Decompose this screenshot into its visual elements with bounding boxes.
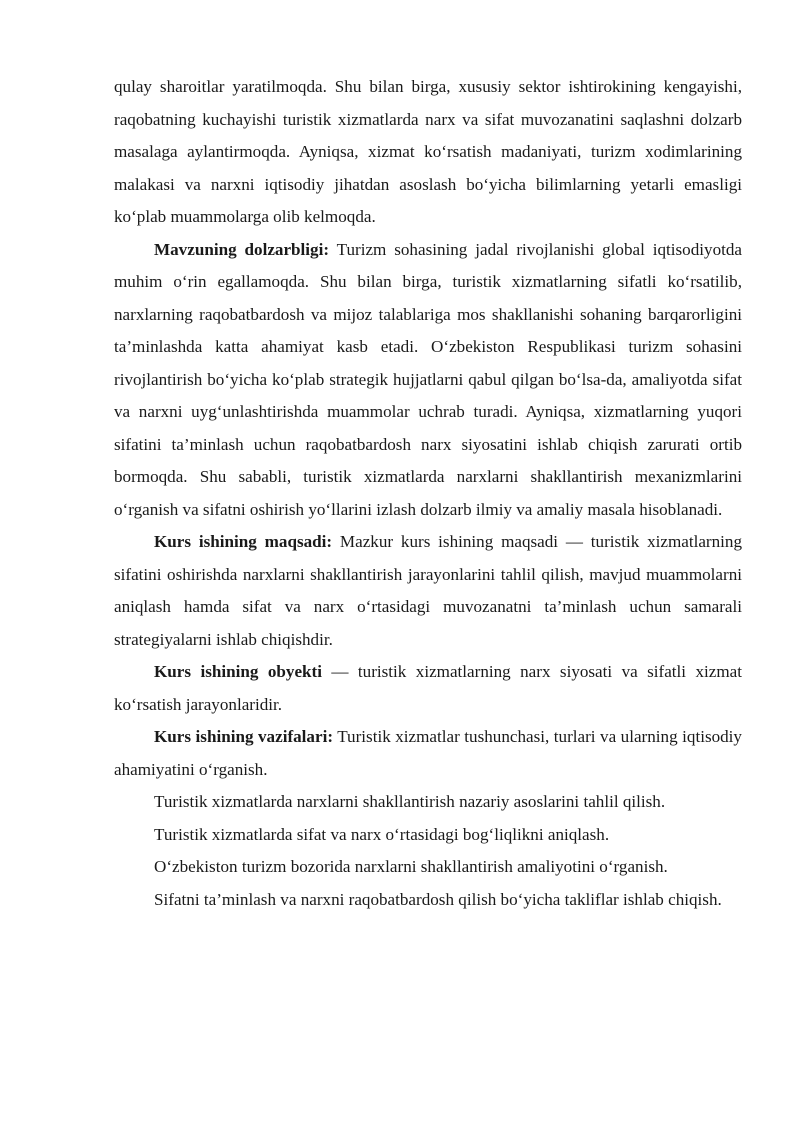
paragraph-course-object [114,656,742,721]
paragraph-term: Mavzuning dolzarbligi: [154,239,330,259]
paragraph-term: Kurs ishining maqsadi: [154,532,333,551]
paragraph-task-item [114,884,742,917]
paragraph-text: Turizm sohasining jadal rivojlanishi global iqtisodiyotda muhim o‘rin egallamoqda. Shu bilan birga, turistik xizmatlarning sifatli ko‘rsatilib, narxlarning raqobatbardosh va mijoz talablariga mos shakllanishi sohaning barqarorligini ta’minlashda katta ahamiyat kasb etadi. O‘zbekiston Respublikasi turizm sohasini rivojlantirish bo‘yicha ko‘plab strategik hujjatlarni qabul qilgan bo‘lsa-da, amaliyotda sifat va narxni uyg‘unlashtirishda muammolar uchrab turadi. Ayniqsa, xizmatlarning yuqori sifatini ta’minlash uchun raqobatbardosh narx siyosatini ishlab chiqish zarurati ortib bormoqda. Shu sababli, turistik xizmatlarda narxlarni shakllantirish mexanizmlarini o‘rganish va sifatni oshirish yo‘llarini izlash dolzarb ilmiy va amaliy masala hisoblanadi. [114,239,743,519]
paragraph-text: Mazkur kurs ishining maqsadi — turistik xizmatlarning sifatini oshirishda narxlarni shakllantirish jarayonlarini tahlil qilish, mavjud muammolarni aniqlash hamda sifat va narx o‘rtasidagi muvozanatni ta’minlash uchun samarali strategiyalarni ishlab chiqishdir. [114,532,743,649]
paragraph-text: Turistik xizmatlarda narxlarni shakllantirish nazariy asoslarini tahlil qilish. [154,792,666,811]
paragraph-task-item [114,851,742,884]
paragraph-term: Kurs ishining obyekti [154,662,322,681]
paragraph-course-tasks [114,721,742,786]
paragraph-task-item [114,819,742,852]
paragraph-text: Turistik xizmatlarda sifat va narx o‘rtasidagi bog‘liqlikni aniqlash. [154,824,610,844]
paragraph-term: Kurs ishining vazifalari: [154,727,334,746]
paragraph-text: Turistik xizmatlar tushunchasi, turlari va ularning iqtisodiy ahamiyatini o‘rganish. [114,727,742,779]
document-page [114,71,742,916]
paragraph-task-item [114,786,742,819]
paragraph-text: Sifatni ta’minlash va narxni raqobatbardosh qilish bo‘yicha takliflar ishlab chiqish. [154,889,722,909]
paragraph-text: — turistik xizmatlarning narx siyosati va sifatli xizmat ko‘rsatish jarayonlaridir. [114,662,742,714]
paragraph-intro-continuation [114,71,742,234]
paragraph-topic-relevance [114,234,742,527]
paragraph-text: qulay sharoitlar yaratilmoqda. Shu bilan birga, xususiy sektor ishtirokining kengayishi, raqobatning kuchayishi turistik xizmatlarda narx va sifat muvozanatini saqlashni dolzarb masalaga aylantirmoqda. Ayniqsa, xizmat ko‘rsatish madaniyati, turizm xodimlarining malakasi va narxni iqtisodiy jihatdan asoslash bo‘yicha bilimlarning yetarli emasligi ko‘plab muammolarga olib kelmoqda. [114,77,742,226]
paragraph-course-goal [114,526,742,656]
paragraph-text: O‘zbekiston turizm bozorida narxlarni shakllantirish amaliyotini o‘rganish. [154,857,668,876]
